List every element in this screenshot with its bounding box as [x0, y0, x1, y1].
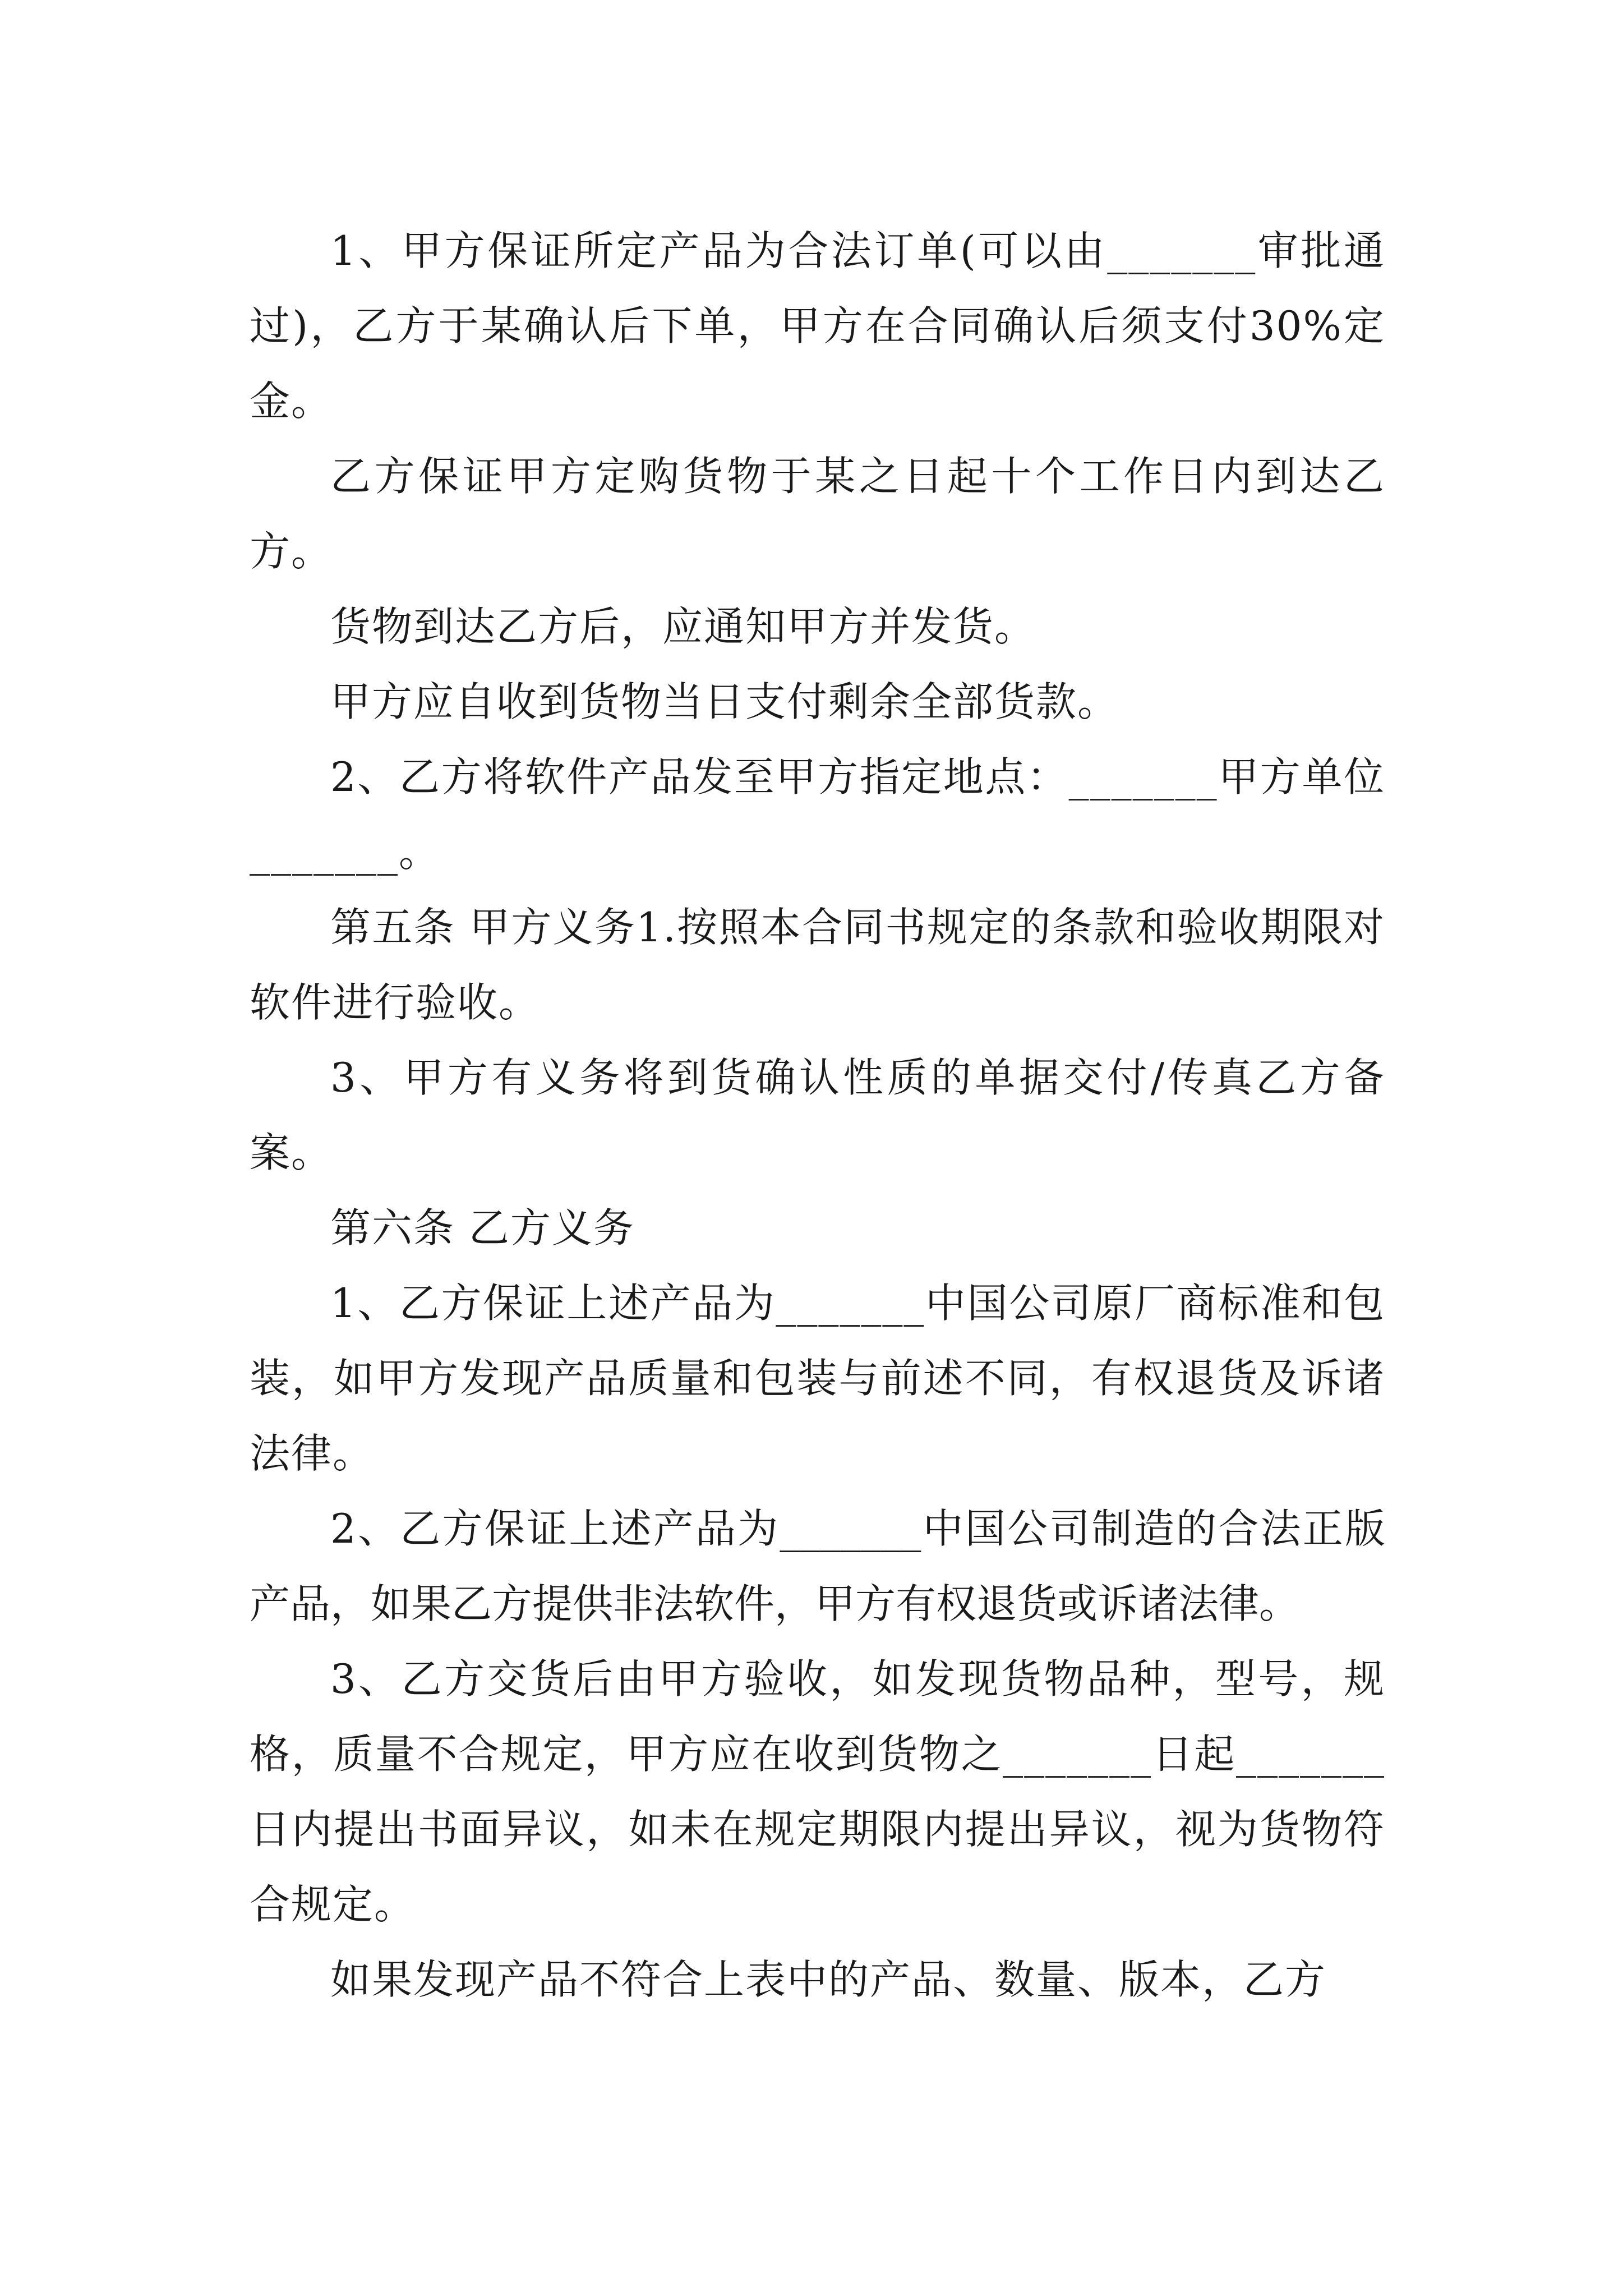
paragraph-clause-4-1: 1、甲方保证所定产品为合法订单(可以由_______审批通过)，乙方于某确认后下单，甲方在合同确认后须支付30%定金。 [250, 227, 1385, 425]
paragraph-clause-6-1: 1、乙方保证上述产品为_______中国公司原厂商标准和包装，如甲方发现产品质量和包装与前述不同，有权退货及诉诸法律。 [250, 1280, 1385, 1477]
paragraph-clause-6-3: 3、乙方交货后由甲方验收，如发现货物品种，型号，规格，质量不合规定，甲方应在收到货物之_______日起_______日内提出书面异议，如未在规定期限内提出异议，视为货物符合规定。 [250, 1655, 1385, 1928]
document-body [250, 213, 1385, 2017]
paragraph-arrival-notice: 货物到达乙方后，应通知甲方并发货。 [330, 603, 1036, 650]
paragraph-payment-term: 甲方应自收到货物当日支付剩余全部货款。 [330, 678, 1119, 725]
paragraph-nonconformity: 如果发现产品不符合上表中的产品、数量、版本，乙方 [330, 1956, 1327, 2003]
paragraph-delivery-term: 乙方保证甲方定购货物于某之日起十个工作日内到达乙方。 [250, 453, 1385, 575]
paragraph-clause-5-3: 3、甲方有义务将到货确认性质的单据交付/传真乙方备案。 [250, 1054, 1385, 1176]
paragraph-clause-6-2: 2、乙方保证上述产品为_______中国公司制造的合法正版产品，如果乙方提供非法软件，甲方有权退货或诉诸法律。 [250, 1505, 1385, 1627]
paragraph-article-5-heading: 第五条 甲方义务1.按照本合同书规定的条款和验收期限对软件进行验收。 [250, 904, 1385, 1026]
paragraph-clause-4-2: 2、乙方将软件产品发至甲方指定地点：_______甲方单位_______。 [250, 753, 1385, 876]
paragraph-article-6-heading: 第六条 乙方义务 [330, 1204, 635, 1251]
